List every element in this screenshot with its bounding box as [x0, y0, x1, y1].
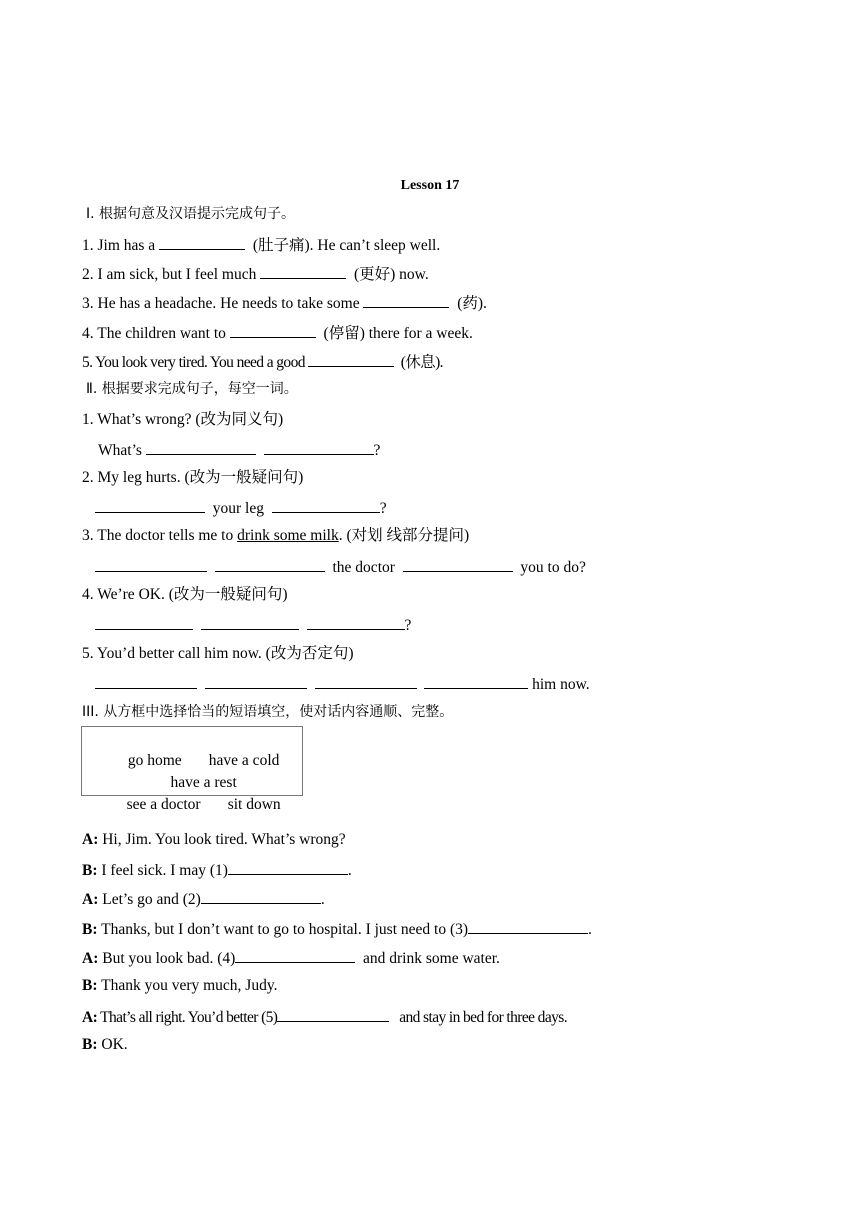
answer-blank[interactable] [272, 497, 380, 513]
answer-blank[interactable] [468, 918, 588, 934]
answer-blank[interactable] [201, 888, 321, 904]
answer-blank[interactable] [230, 322, 316, 338]
phrase-box [81, 726, 303, 813]
answer-blank[interactable] [159, 234, 245, 250]
s2-q4-answer: ? [95, 614, 411, 636]
answer-blank[interactable] [215, 556, 325, 572]
dialogue-line-8: B: OK. [82, 1036, 128, 1053]
section1-heading: Ⅰ. 根据句意及汉语提示完成句子。 [86, 206, 296, 222]
s1-item-5: 5. You look very tired. You need a good (休息). [82, 351, 443, 373]
page-title: Lesson 17 [400, 178, 460, 193]
answer-blank[interactable] [424, 673, 528, 689]
answer-blank[interactable] [146, 439, 256, 455]
answer-blank[interactable] [308, 351, 394, 367]
s2-q1-answer: What’s ? [98, 439, 380, 461]
answer-blank[interactable] [307, 614, 405, 630]
answer-blank[interactable] [95, 556, 207, 572]
answer-blank[interactable] [403, 556, 513, 572]
answer-blank[interactable] [235, 947, 355, 963]
phrase-box-row-1: go home have a cold [127, 752, 280, 769]
answer-blank[interactable] [228, 859, 348, 875]
s2-q2-prompt: 2. My leg hurts. (改为一般疑问句) [82, 469, 304, 486]
section2-heading: Ⅱ. 根据要求完成句子，每空一词。 [86, 381, 298, 397]
answer-blank[interactable] [95, 614, 193, 630]
dialogue-line-7: A: That’s all right. You’d better (5) and stay in bed for three days. [82, 1006, 567, 1028]
answer-blank[interactable] [95, 497, 205, 513]
answer-blank[interactable] [95, 673, 197, 689]
s1-item-4: 4. The children want to (停留) there for a week. [82, 322, 473, 344]
dialogue-line-6: B: Thank you very much, Judy. [82, 977, 278, 994]
phrase-box-row-2: have a rest [170, 774, 237, 791]
s2-q4-prompt: 4. We’re OK. (改为一般疑问句) [82, 586, 288, 603]
dialogue-line-4: B: Thanks, but I don’t want to go to hospital. I just need to (3) . [82, 918, 592, 940]
answer-blank[interactable] [201, 614, 299, 630]
phrase-box-row-3: see a doctor sit down [126, 796, 281, 813]
dialogue-line-1: A: Hi, Jim. You look tired. What’s wrong? [82, 831, 346, 848]
dialogue-line-5: A: But you look bad. (4) and drink some water. [82, 947, 500, 969]
s2-q5-prompt: 5. You’d better call him now. (改为否定句) [82, 645, 354, 662]
dialogue-line-3: A: Let’s go and (2) . [82, 888, 325, 910]
s1-item-3: 3. He has a headache. He needs to take some (药). [82, 292, 487, 314]
answer-blank[interactable] [205, 673, 307, 689]
dialogue-line-2: B: I feel sick. I may (1) . [82, 859, 352, 881]
s1-item-1: 1. Jim has a (肚子痛). He can’t sleep well. [82, 234, 440, 256]
s2-q1-prompt: 1. What’s wrong? (改为同义句) [82, 411, 284, 428]
answer-blank[interactable] [264, 439, 374, 455]
s2-q5-answer: him now. [95, 673, 590, 695]
section3-heading: III. 从方框中选择恰当的短语填空，使对话内容通顺、完整。 [82, 704, 454, 720]
s2-q3-answer: the doctor you to do? [95, 556, 586, 578]
s2-q3-prompt: 3. The doctor tells me to drink some milk. (对划 线部分提问) [82, 527, 470, 544]
answer-blank[interactable] [260, 263, 346, 279]
answer-blank[interactable] [277, 1006, 389, 1022]
answer-blank[interactable] [315, 673, 417, 689]
s2-q2-answer: your leg ? [95, 497, 387, 519]
s1-item-2: 2. I am sick, but I feel much (更好) now. [82, 263, 429, 285]
answer-blank[interactable] [363, 292, 449, 308]
